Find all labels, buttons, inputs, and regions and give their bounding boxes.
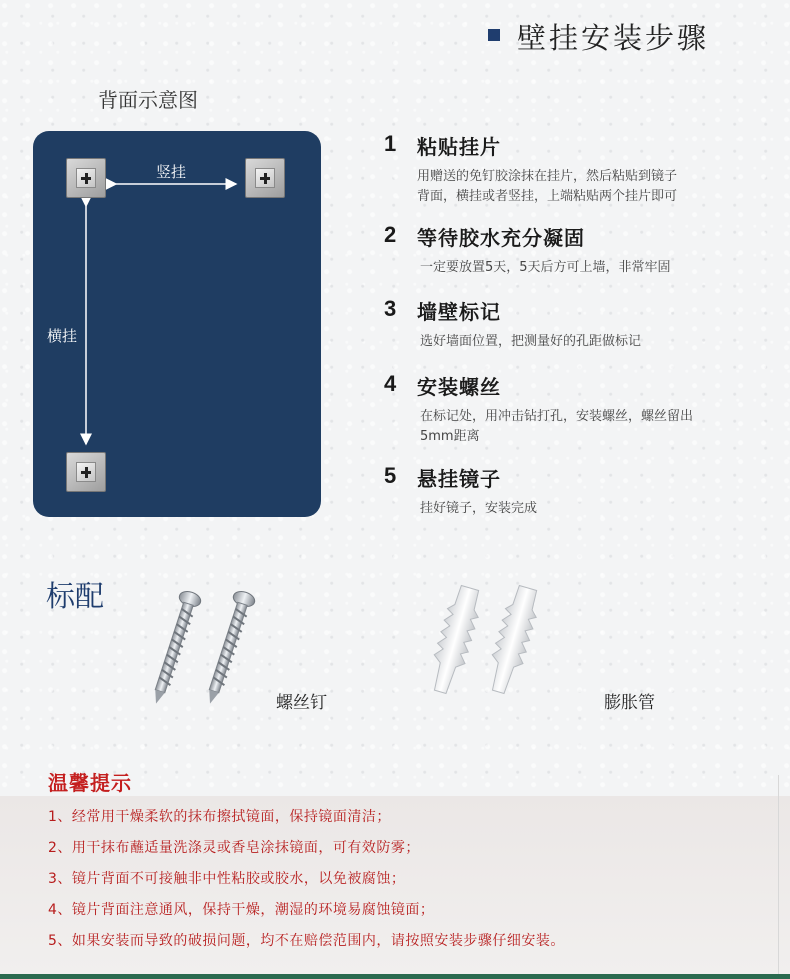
page-title: 壁挂安装步骤 [517, 21, 710, 55]
step-description: 选好墙面位置，把测量好的孔距做标记 [420, 334, 642, 349]
step-title: 粘贴挂片 [417, 135, 501, 159]
accessories-title: 标配 [46, 579, 105, 613]
step-description: 在标记处，用冲击钻打孔，安装螺丝，螺丝留出 5mm距离 [420, 409, 694, 444]
tip-item: 3、镜片背面不可接触非中性粘胶或胶水，以免被腐蚀； [48, 871, 406, 887]
step-number: 5 [384, 463, 397, 488]
step-description: 挂好镜子，安装完成 [420, 501, 538, 516]
step-number: 4 [384, 371, 397, 396]
diagram-caption: 背面示意图 [98, 88, 198, 112]
divider [778, 775, 779, 975]
horizontal-hang-label: 横挂 [47, 327, 78, 345]
step-title: 安装螺丝 [417, 375, 501, 399]
tip-item: 2、用干抹布蘸适量洗涤灵或香皂涂抹镜面，可有效防雾； [48, 840, 420, 856]
tip-item: 4、镜片背面注意通风，保持干燥，潮湿的环境易腐蚀镜面； [48, 902, 435, 918]
screw-icon [150, 585, 280, 715]
step-title: 墙壁标记 [417, 300, 501, 324]
hanging-plate-icon [66, 158, 106, 198]
hanging-plate-icon [66, 452, 106, 492]
tips-title: 温馨提示 [48, 771, 132, 795]
step-number: 3 [384, 296, 397, 321]
step-description: 用赠送的免钉胶涂抹在挂片，然后粘贴到镜子 背面，横挂或者竖挂，上端粘贴两个挂片即可 [417, 169, 678, 204]
step-title: 等待胶水充分凝固 [417, 226, 585, 250]
step-number: 2 [384, 222, 397, 247]
hanging-plate-icon [245, 158, 285, 198]
wall-anchor-label: 膨胀管 [604, 693, 655, 713]
tip-item: 5、如果安装而导致的破损问题，均不在赔偿范围内，请按照安装步骤仔细安装。 [48, 933, 565, 949]
tip-item: 1、经常用干燥柔软的抹布擦拭镜面，保持镜面清洁； [48, 809, 391, 825]
screw-label: 螺丝钉 [276, 693, 327, 713]
wall-anchor-icon [430, 580, 580, 715]
vertical-hang-label: 竖挂 [156, 163, 187, 181]
step-description: 一定要放置5天，5天后方可上墙，非常牢固 [420, 260, 671, 275]
header-square-icon [488, 29, 500, 41]
step-number: 1 [384, 131, 397, 156]
step-title: 悬挂镜子 [417, 467, 501, 491]
bottom-bar [0, 974, 790, 979]
